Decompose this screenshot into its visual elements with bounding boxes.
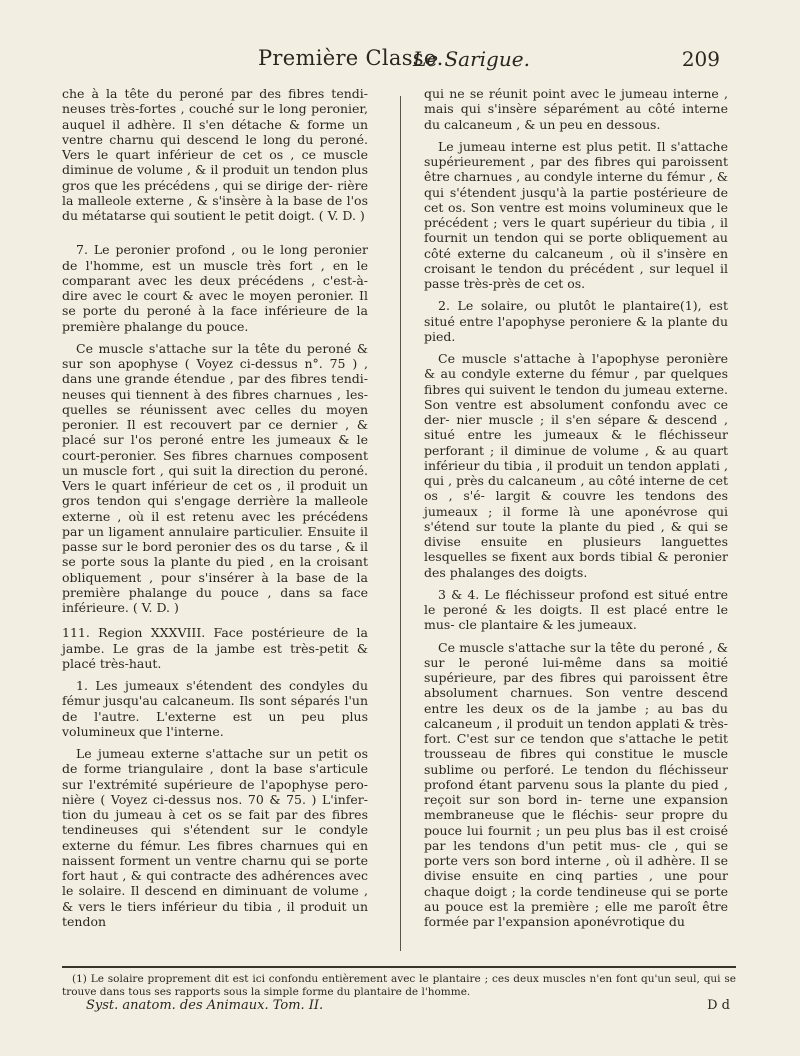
running-head-title: Le Sarigue. — [413, 47, 530, 71]
paragraph: 1. Les jumeaux s'étendent des condyles du fémur jusqu'au calcaneum. Ils sont séparés l'un de l'autre. L'externe est un peu plus volumineux que l'interne. — [62, 678, 368, 739]
paragraph: Ce muscle s'attache sur la tête du peroné , & sur le peroné lui-même dans sa moitié supérieure, par des fibres qui paroissent être absolument charnues. Son ventre descend entre les deux os de la jambe ; au bas du calcaneum , il produit un tendon applati & très-fort. C'est sur ce tendon que s'attache le petit trousseau de fibres qui constitue le muscle sublime ou perforé. Le tendon du fléchisseur profond étant parvenu sous la plante du pied , reçoit sur son bord in- terne une expansion membraneuse que le fléchis- seur propre du pouce lui fournit ; un peu plus bas il est croisé par les tendons d'un petit mus- cle , qui se porte vers son bord interne , où il adhère. Il se divise ensuite en cinq parties , une pour chaque doigt ; la corde tendineuse qui se porte au pouce est la première ; elle me paroît être formée par l'expansion aponévrotique du — [424, 639, 728, 929]
signature-mark: D d — [707, 998, 730, 1013]
footnote — [62, 973, 736, 999]
running-head-class: Première Classe. — [258, 46, 444, 70]
paragraph: Le jumeau externe s'attache sur un petit os de forme triangulaire , dont la base s'articule sur l'extrémité supérieure de l'apophyse pero- nière ( Voyez ci-dessus nos. 70 & 75. ) L'infer- tion du jumeau à cet os se fait par des fibres tendineuses qui s'étendent sur le condyle externe du fémur. Les fibres charnues qui en naissent forment un ventre charnu qui se porte fort haut , & qui contracte des adhérences avec le solaire. Il descend en diminuant de volume , & vers le tiers inférieur du tibia , il produit un tendon — [62, 746, 368, 929]
left-column — [62, 86, 368, 936]
paragraph: 7. Le peronier profond , ou le long peronier de l'homme, est un muscle très fort , en le comparant avec les deux précédens , c'est-à-dire avec le court & avec le moyen peronier. Il se porte du peroné à la face inférieure de la première phalange du pouce. — [62, 242, 368, 334]
column-divider — [400, 96, 401, 951]
paragraph: che à la tête du peroné par des fibres tendi- neuses très-fortes , couché sur le long peronier, auquel il adhère. Il s'en détache & forme un ventre charnu qui descend le long du peroné. Vers le quart inférieur de cet os , ce muscle diminue de volume , & il produit un tendon plus gros que les précédens , qui se dirige der- rière la malleole externe , & s'insère à la base de l'os du métatarse qui soutient le petit doigt. ( V. D. ) — [62, 86, 368, 223]
paragraph: Le jumeau interne est plus petit. Il s'attache supérieurement , par des fibres qui paroissent être charnues , au condyle interne du fémur , & qui s'étendent jusqu'à la partie postérieure de cet os. Son ventre est moins volumineux que le précédent ; vers le quart supérieur du tibia , il fournit un tendon qui se porte obliquement au côté externe du calcaneum , où il s'insère en croisant le tendon du précédent , sur lequel il passe très-près de cet os. — [424, 138, 728, 291]
region-heading: 111. Region XXXVIII. Face postérieure de la jambe. Le gras de la jambe est très-petit & placé très-haut. — [62, 625, 368, 671]
signature-line — [62, 998, 736, 1016]
right-column — [424, 86, 728, 936]
paragraph: Ce muscle s'attache à l'apophyse peronière & au condyle externe du fémur , par quelques fibres qui suivent le tendon du jumeau externe. Son ventre est absolument confondu avec ce der- nier muscle ; il s'en sépare & descend , situé entre les jumeaux & le fléchisseur perforant ; il diminue de volume , & au quart inférieur du tibia , il produit un tendon applati , qui , près du calcaneum , au côté interne de cet os , s'é- largit & couvre les tendons des jumeaux ; il forme là une aponévrose qui s'étend sur toute la plante du pied , & qui se divise ensuite en plusieurs languettes lesquelles se fixent aux bords tibial & peronier des phalanges des doigts. — [424, 351, 728, 580]
running-header — [60, 44, 720, 80]
footnote-rule — [62, 966, 736, 968]
paragraph: qui ne se réunit point avec le jumeau interne , mais qui s'insère séparément au côté interne du calcaneum , & un peu en dessous. — [424, 86, 728, 132]
page-number: 209 — [681, 47, 720, 71]
paragraph: 3 & 4. Le fléchisseur profond est situé entre le peroné & les doigts. Il est placé entre le mus- cle plantaire & les jumeaux. — [424, 586, 728, 633]
footnote-text: (1) Le solaire proprement dit est ici confondu entièrement avec le plantaire ; ces deux muscles n'en font qu'un seul, qui se trouve dans tous ses rapports sous la simple forme du plantaire de l'homme. — [62, 973, 736, 998]
book-title-signature: Syst. anatom. des Animaux. Tom. II. — [86, 998, 324, 1013]
spacer — [62, 230, 368, 242]
paragraph: 2. Le solaire, ou plutôt le plantaire(1), est situé entre l'apophyse peroniere & la plante du pied. — [424, 298, 728, 344]
paragraph: Ce muscle s'attache sur la tête du peroné & sur son apophyse ( Voyez ci-dessus n°. 75 ) , dans une grande étendue , par des fibres tendi- neuses qui tiennent à des fibres charnues , les- quelles se réunissent avec celles du moyen peronier. Il est recouvert par ce dernier , & placé sur l'os peroné entre les jumeaux & le court-peronier. Ses fibres charnues composent un muscle fort , qui suit la direction du peroné. Vers le quart inférieur de cet os , il produit un gros tendon qui s'engage derrière la malleole externe , où il est retenu avec les précédens par un ligament annulaire particulier. Ensuite il passe sur le bord peronier des os du tarse , & il se porte sous la plante du pied , en la croisant obliquement , pour s'insérer à la base de la première phalange du pouce , dans sa face inférieure. ( V. D. ) — [62, 340, 368, 615]
